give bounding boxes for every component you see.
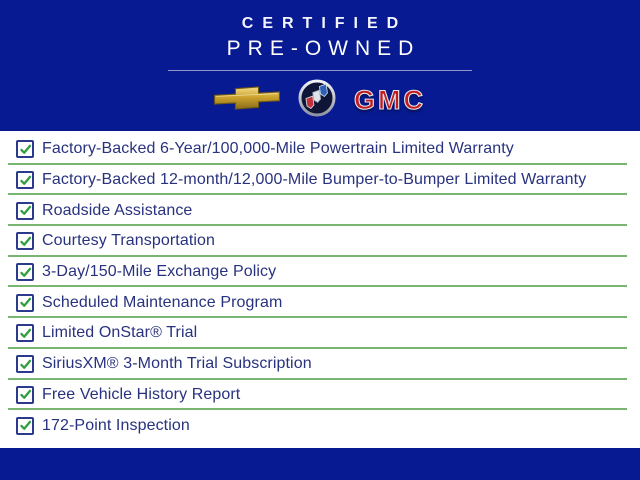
title-pre-owned: PRE-OWNED (226, 37, 421, 60)
benefit-row (0, 380, 640, 411)
benefit-label: Factory-Backed 12-month/12,000-Mile Bumper-to-Bumper Limited Warranty (42, 171, 587, 189)
brand-logos-row (0, 80, 640, 120)
benefit-row (0, 165, 640, 196)
benefit-label: 3-Day/150-Mile Exchange Policy (42, 263, 277, 281)
benefit-row (0, 257, 640, 288)
checked-checkbox-icon (16, 417, 34, 435)
checked-checkbox-icon (16, 355, 34, 373)
benefit-label: Roadside Assistance (42, 201, 193, 219)
gmc-wordmark: GMC (354, 84, 426, 115)
buick-tri-shield-icon (298, 79, 336, 122)
checked-checkbox-icon (16, 324, 34, 342)
benefit-row (0, 134, 640, 165)
checked-checkbox-icon (16, 202, 34, 220)
benefit-label: 172-Point Inspection (42, 416, 190, 434)
chevrolet-bowtie-icon (214, 85, 280, 116)
title-certified: CERTIFIED (241, 15, 408, 32)
benefit-row (0, 349, 640, 380)
benefit-label: Scheduled Maintenance Program (42, 293, 283, 311)
benefit-label: Courtesy Transportation (42, 232, 216, 250)
benefit-label: Free Vehicle History Report (42, 385, 241, 403)
benefit-row (0, 287, 640, 318)
checked-checkbox-icon (16, 386, 34, 404)
benefit-row (0, 410, 640, 441)
benefit-row (0, 195, 640, 226)
benefit-label: SiriusXM® 3-Month Trial Subscription (42, 355, 312, 373)
checked-checkbox-icon (16, 140, 34, 158)
footer-band (0, 448, 640, 480)
benefits-list (0, 131, 640, 448)
header-divider (168, 70, 472, 71)
benefit-label: Limited OnStar® Trial (42, 324, 198, 342)
benefit-row (0, 226, 640, 257)
benefit-row (0, 318, 640, 349)
header-banner (0, 0, 640, 131)
checked-checkbox-icon (16, 263, 34, 281)
benefit-label: Factory-Backed 6-Year/100,000-Mile Powertrain Limited Warranty (42, 140, 514, 158)
checked-checkbox-icon (16, 294, 34, 312)
checked-checkbox-icon (16, 171, 34, 189)
checked-checkbox-icon (16, 232, 34, 250)
